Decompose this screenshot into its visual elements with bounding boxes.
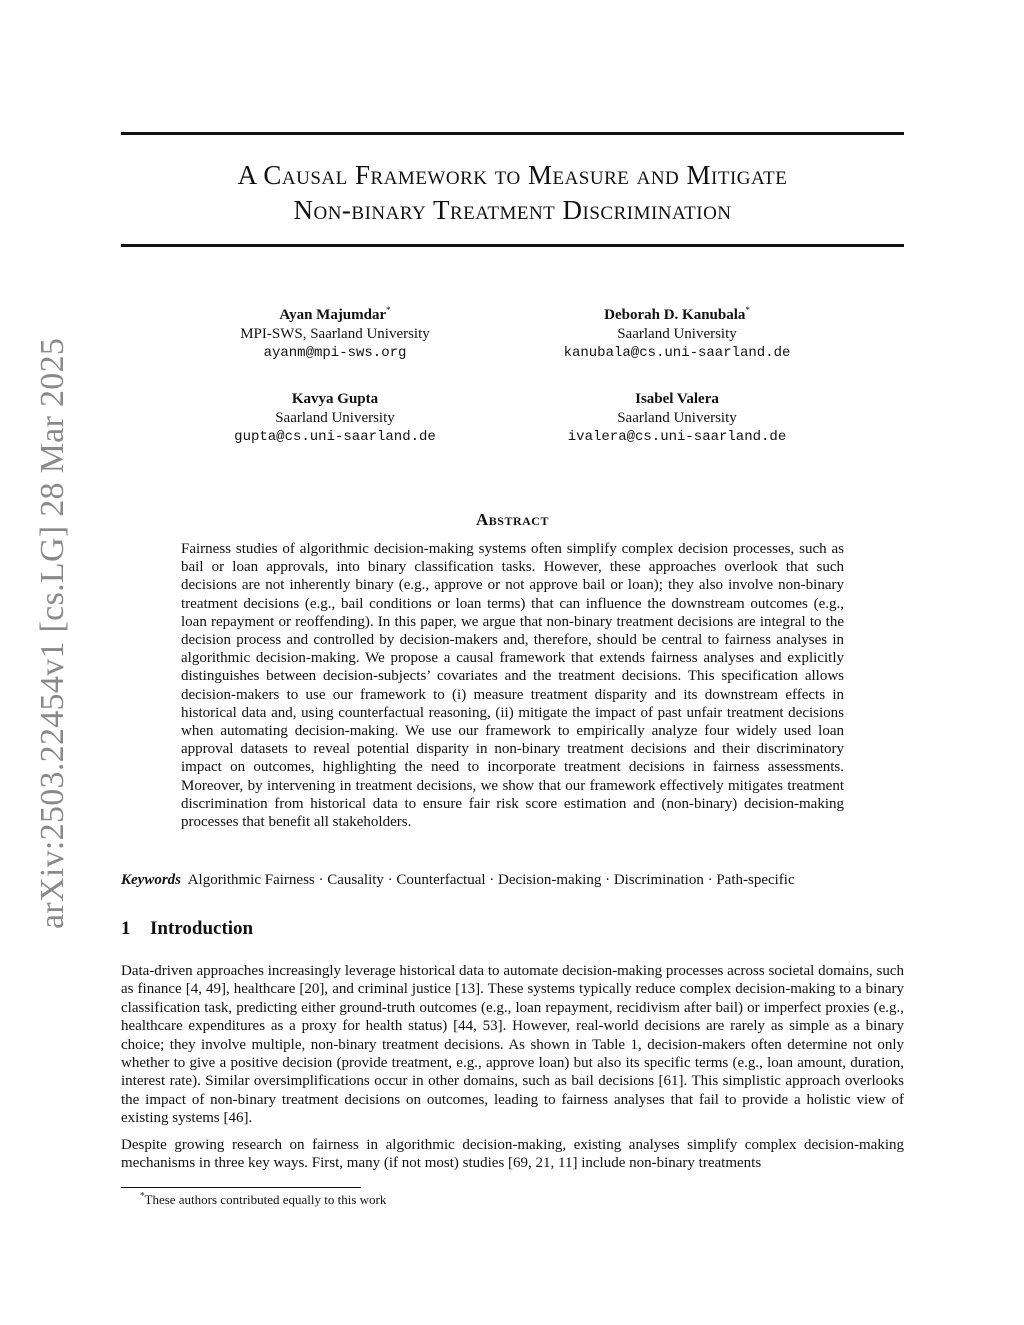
equal-contribution-mark: * <box>745 305 750 315</box>
keywords-list: Algorithmic Fairness · Causality · Counterfactual · Decision-making · Discrimination · Path-specific <box>187 872 795 888</box>
author-block-majumdar <box>215 306 455 363</box>
footnote-text: These authors contributed equally to this work <box>144 1192 387 1207</box>
footnote-rule <box>121 1187 361 1188</box>
section-number: 1 <box>121 918 131 939</box>
section-heading <box>121 918 253 940</box>
author-block-kanubala <box>536 306 818 363</box>
keywords-label: Keywords <box>121 872 181 888</box>
footnote <box>140 1192 386 1208</box>
author-affiliation: Saarland University <box>275 410 395 426</box>
author-block-valera <box>536 390 818 447</box>
footnote-mark: * <box>140 1190 145 1201</box>
title-rule-top <box>121 132 904 135</box>
author-email[interactable]: kanubala@cs.uni-saarland.de <box>563 345 791 361</box>
author-email[interactable]: gupta@cs.uni-saarland.de <box>234 429 436 445</box>
equal-contribution-mark: * <box>386 305 391 315</box>
paper-title-line-1: A Causal Framework to Measure and Mitigate <box>237 160 788 190</box>
section-title: Introduction <box>150 918 254 939</box>
author-name: Deborah D. Kanubala <box>604 307 746 323</box>
author-block-gupta <box>215 390 455 447</box>
author-affiliation: Saarland University <box>617 326 737 342</box>
intro-paragraph-2: Despite growing research on fairness in algorithmic decision-making, existing analyses simplify complex decision-making mechanisms in three key ways. First, many (if not most) studies [69, 21, 11] include non-binary treatments <box>121 1137 904 1172</box>
title-rule-bottom <box>121 244 904 247</box>
author-affiliation: MPI-SWS, Saarland University <box>240 326 430 342</box>
author-email[interactable]: ivalera@cs.uni-saarland.de <box>567 429 787 445</box>
author-name: Ayan Majumdar <box>279 307 387 323</box>
abstract-heading: Abstract <box>476 510 549 529</box>
intro-paragraph-1: Data-driven approaches increasingly leverage historical data to automate decision-making processes across societal domains, such as finance [4, 49], healthcare [20], and criminal justice [13]. These systems typically reduce complex decision-making to a binary classification task, predicting either ground-truth outcomes (e.g., loan repayment, recidivism after bail) or imperfect proxies (e.g., healthcare expenditures as a proxy for health status) [44, 53]. However, real-world decisions are rarely as simple as a binary choice; they involve multiple, non-binary treatment decisions. As shown in Table 1, decision-makers often determine not only whether to give a positive decision (provide treatment, e.g., approve loan) but also its specific terms (e.g., loan amount, duration, interest rate). Similar oversimplifications occur in other domains, such as bail decisions [61]. This simplistic approach overlooks the impact of non-binary treatment decisions on outcomes, leading to fairness analyses that fail to provide a holistic view of existing systems [46]. <box>121 963 904 1127</box>
arxiv-identifier: arXiv:2503.22454v1 [cs.LG] 28 Mar 2025 <box>34 337 71 929</box>
author-name: Kavya Gupta <box>291 391 379 407</box>
keywords-line <box>121 872 904 889</box>
author-email[interactable]: ayanm@mpi-sws.org <box>263 345 407 361</box>
abstract-text: Fairness studies of algorithmic decision-making systems often simplify complex decision processes, such as bail or loan approvals, into binary classification tasks. However, these approaches overlook that such decisions are not inherently binary (e.g., approve or not approve bail or loan); they also involve non-binary treatment decisions (e.g., bail conditions or loan terms) that can influence the downstream outcomes (e.g., loan repayment or reoffending). In this paper, we argue that non-binary treatment decisions are integral to the decision process and controlled by decision-makers and, therefore, should be central to fairness analyses in algorithmic decision-making. We propose a causal framework that extends fairness analyses and explicitly distinguishes between decision-subjects’ covariates and the treatment decisions. This specification allows decision-makers to use our framework to (i) measure treatment disparity and its downstream effects in historical data and, using counterfactual reasoning, (ii) mitigate the impact of past unfair treatment decisions when automating decision-making. We use our framework to empirically analyze four widely used loan approval datasets to reveal potential disparity in non-binary treatment decisions and their discriminatory impact on outcomes, highlighting the need to incorporate treatment decisions in fairness assessments. Moreover, by intervening in treatment decisions, we show that our framework effectively mitigates treatment discrimination from historical data to ensure fair risk score estimation and (non-binary) decision-making processes that benefit all stakeholders. <box>181 541 844 831</box>
paper-title-line-2: Non-binary Treatment Discrimination <box>293 195 732 225</box>
author-name: Isabel Valera <box>635 391 719 407</box>
author-affiliation: Saarland University <box>617 410 737 426</box>
